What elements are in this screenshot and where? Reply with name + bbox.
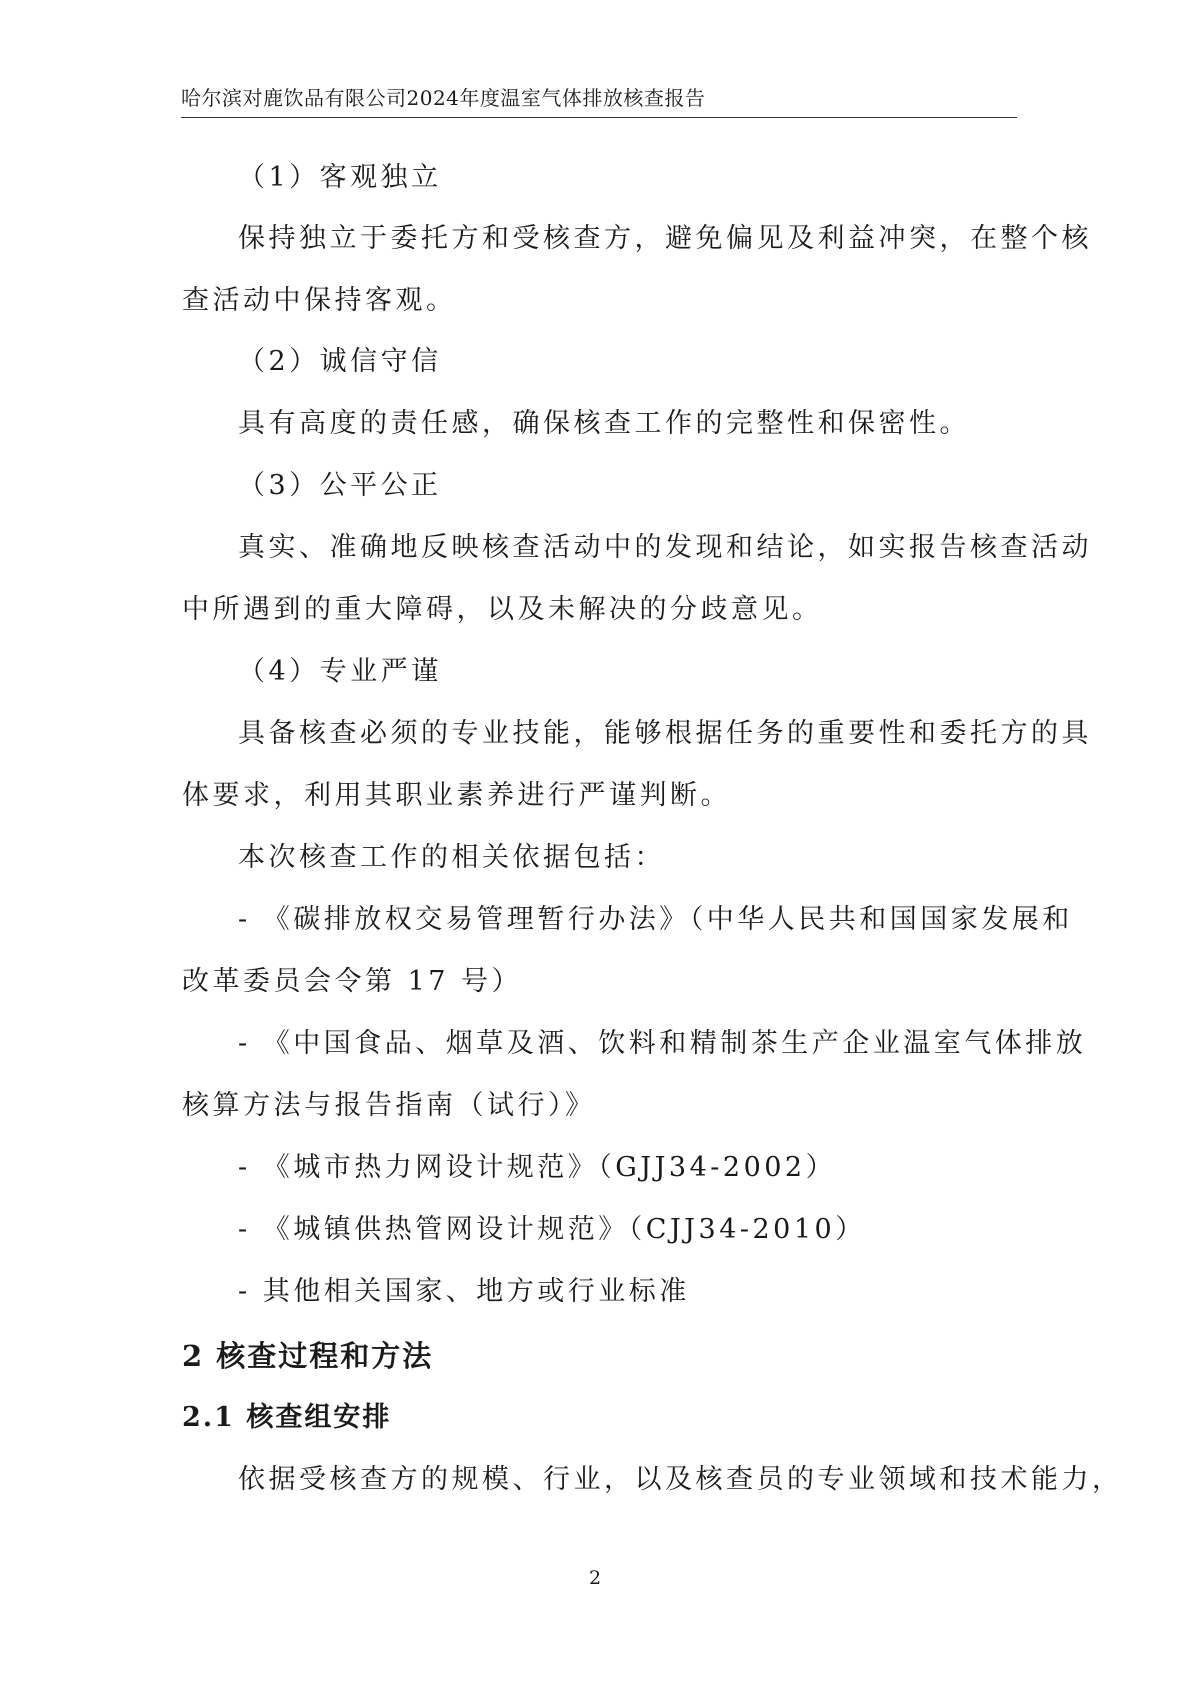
basis-item: - 其他相关国家、地方或行业标准: [238, 1276, 690, 1307]
paragraph-line: 具备核查必须的专业技能，能够根据任务的重要性和委托方的具: [238, 718, 1092, 749]
paragraph-line: 体要求，利用其职业素养进行严谨判断。: [182, 780, 731, 811]
page-number: 2: [588, 1567, 602, 1589]
principle-heading: （3）公平公正: [238, 470, 442, 501]
basis-intro: 本次核查工作的相关依据包括：: [238, 842, 665, 873]
paragraph-line: 中所遇到的重大障碍，以及未解决的分歧意见。: [182, 594, 823, 625]
paragraph-line: 具有高度的责任感，确保核查工作的完整性和保密性。: [238, 408, 970, 439]
basis-item: - 《城镇供热管网设计规范》（CJJ34-2010）: [238, 1214, 866, 1245]
paragraph-line: 查活动中保持客观。: [182, 285, 457, 316]
basis-item: - 《城市热力网设计规范》（GJJ34-2002）: [238, 1152, 837, 1183]
basis-item-continuation: 改革委员会令第 17 号）: [182, 966, 523, 997]
header-rule: [181, 117, 1017, 118]
page-header: 哈尔滨对鹿饮品有限公司2024年度温室气体排放核查报告: [181, 86, 706, 110]
paragraph-line: 保持独立于委托方和受核查方，避免偏见及利益冲突，在整个核: [238, 223, 1092, 254]
principle-heading: （1）客观独立: [238, 162, 442, 193]
basis-item: - 《碳排放权交易管理暂行办法》（中华人民共和国国家发展和: [238, 904, 1073, 935]
paragraph-line: 真实、准确地反映核查活动中的发现和结论，如实报告核查活动: [238, 532, 1092, 563]
subsection-heading: 2.1 核查组安排: [182, 1402, 392, 1433]
paragraph-line: 依据受核查方的规模、行业，以及核查员的专业领域和技术能力，: [238, 1464, 1123, 1495]
basis-item-continuation: 核算方法与报告指南（试行）》: [182, 1090, 596, 1121]
principle-heading: （4）专业严谨: [238, 656, 442, 687]
basis-item: - 《中国食品、烟草及酒、饮料和精制茶生产企业温室气体排放: [238, 1028, 1087, 1059]
section-heading: 2 核查过程和方法: [182, 1339, 434, 1373]
principle-heading: （2）诚信守信: [238, 346, 442, 377]
